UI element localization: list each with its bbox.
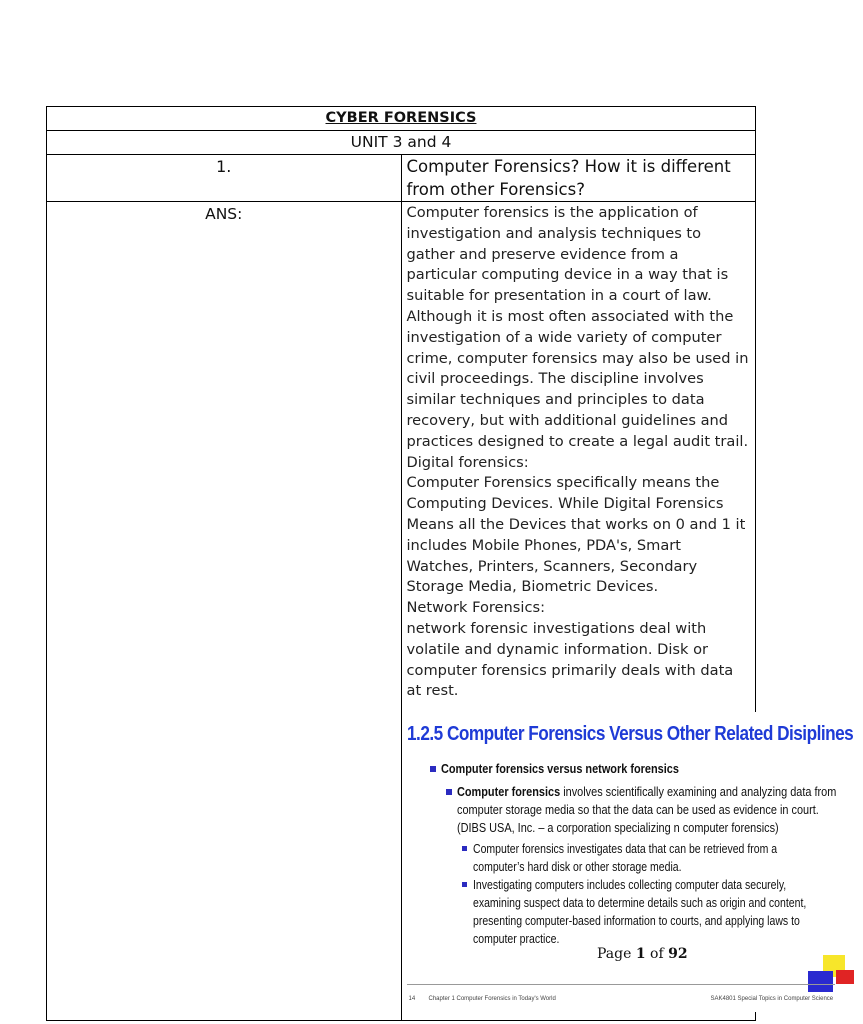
slide-bullet-2-text: involves scientifically examining and analyzing data from xyxy=(559,784,836,800)
slide-bullet-2-bold: Computer forensics xyxy=(456,784,560,800)
answer-paragraph: Computer forensics is the application of investigation and analysis techniques to gather and preserve evidence from a particular computing device in a way that is suitable for presentation in a court of law. Although it is most often associated with the investigation of a wide variety of computer crime, computer forensics may also be used in civil proceedings. The discipline involves similar techniques and principles to data recovery, but with additional guidelines and practices designed to create a legal audit trail. xyxy=(406,204,749,450)
bullet-square-icon xyxy=(462,882,467,887)
answer-paragraph: Computer Forensics specifically means the Computing Devices. While Digital Forensics Means all the Devices that works on 0 and 1 it includes Mobile Phones, PDA's, Smart Watches, Printers, Scanners, Secondary Storage Media, Biometric Devices. xyxy=(406,474,746,596)
answer-subheading: Network Forensics: xyxy=(406,599,545,617)
slide-bullet-4-line: examining suspect data to determine details such as origin and content, xyxy=(472,896,806,911)
slide-footer-page: 14 xyxy=(408,996,416,1003)
answer-paragraph: network forensic investigations deal with volatile and dynamic information. Disk or computer forensics primarily deals with data at rest. xyxy=(406,619,734,700)
bullet-square-icon xyxy=(446,789,452,795)
answer-cell xyxy=(401,202,853,1021)
page-total: 92 xyxy=(668,946,688,962)
qa-table xyxy=(46,106,853,1021)
question-text: Computer Forensics? How it is different from other Forensics? xyxy=(401,155,756,202)
slide-footer-course: SAK4801 Special Topics in Computer Science xyxy=(710,996,834,1003)
bullet-square-icon xyxy=(430,766,436,772)
slide-footer-chapter: Chapter 1 Computer Forensics in Today's World xyxy=(428,996,556,1003)
page-current: 1 xyxy=(635,946,646,962)
answer-label: ANS: xyxy=(47,202,402,1021)
red-square-icon xyxy=(836,970,854,984)
slide-bullet-4-line: presenting computer-based information to courts, and applying laws to xyxy=(472,914,800,929)
unit-heading: UNIT 3 and 4 xyxy=(47,131,756,155)
page-number: Page 1 of 92 xyxy=(597,946,688,962)
answer-subheading: Digital forensics: xyxy=(406,453,529,471)
slide-bullet-4-line: computer practice. xyxy=(472,932,559,947)
slide-bullet-2-line: computer storage media so that the data can be used as evidence in court. xyxy=(456,802,819,818)
course-title-cell xyxy=(47,107,756,131)
slide-footer-divider xyxy=(407,984,835,985)
slide-title: 1.2.5 Computer Forensics Versus Other Related Disiplines xyxy=(406,723,853,746)
slide-image xyxy=(403,712,863,1012)
slide-bullet-2-line: (DIBS USA, Inc. – a corporation specializing n computer forensics) xyxy=(456,820,779,836)
bullet-square-icon xyxy=(462,846,467,851)
slide-bullet-4: Investigating computers includes collecting computer data securely, xyxy=(472,878,786,893)
course-title: CYBER FORENSICS xyxy=(325,110,477,126)
slide-bullet-3-line: computer’s hard disk or other storage media. xyxy=(472,860,682,875)
slide-bullet-3: Computer forensics investigates data that can be retrieved from a xyxy=(472,842,777,857)
question-number: 1. xyxy=(47,155,402,202)
slide-bullet-1: Computer forensics versus network forensics xyxy=(440,761,679,777)
